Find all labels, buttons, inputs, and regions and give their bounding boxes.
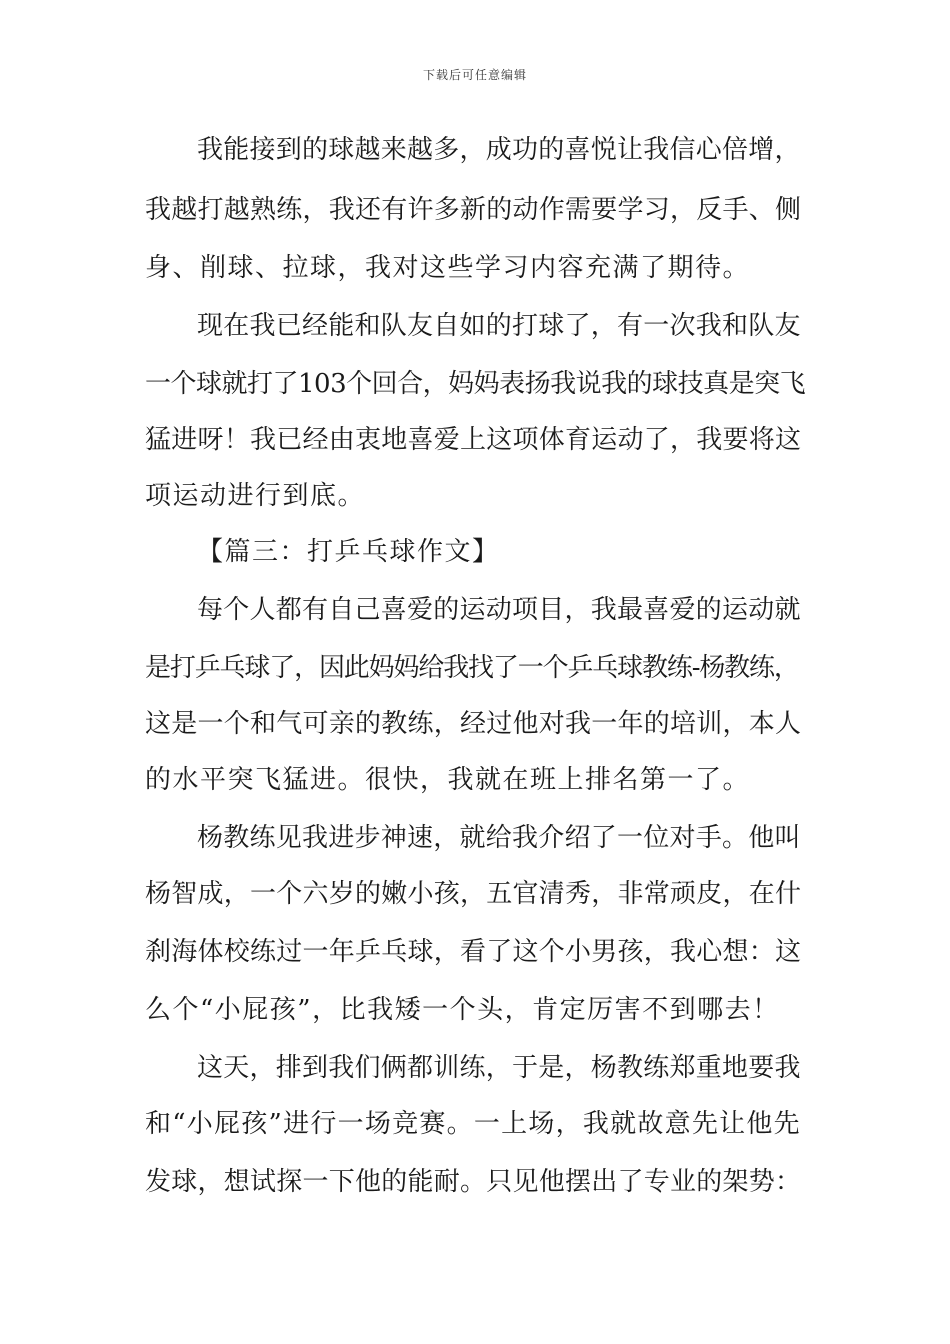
text-line: 杨智成，一个六岁的嫩小孩，五官清秀，非常顽皮，在什 [145, 879, 802, 909]
text-line: 项运动进行到底。 [145, 481, 366, 511]
text-line: 的水平突飞猛进。很快，我就在班上排名第一了。 [145, 765, 751, 795]
text-line: 刹海体校练过一年乒乓球，看了这个小男孩，我心想：这 [145, 937, 802, 967]
text-line: 发球，想试探一下他的能耐。只见他摆出了专业的架势： [145, 1167, 802, 1197]
text-line: 这是一个和气可亲的教练，经过他对我一年的培训，本人 [145, 709, 802, 739]
header-note: 下载后可任意编辑 [422, 68, 527, 82]
text-line: 么个“小屁孩”，比我矮一个头，肯定厉害不到哪去！ [145, 995, 780, 1025]
text-line: 一个球就打了103个回合，妈妈表扬我说我的球技真是突飞 [145, 369, 806, 399]
text-line: 猛进呀！我已经由衷地喜爱上这项体育运动了，我要将这 [145, 425, 802, 455]
text-line: 现在我已经能和队友自如的打球了，有一次我和队友 [197, 311, 801, 341]
text-line: 和“小屁孩”进行一场竞赛。一上场，我就故意先让他先 [145, 1109, 801, 1139]
text-line: 是打乒乓球了，因此妈妈给我找了一个乒乓球教练-杨教练， [145, 653, 799, 683]
section-heading: 【篇三：打乒乓球作文】 [197, 537, 500, 567]
text-line: 每个人都有自己喜爱的运动项目，我最喜爱的运动就 [197, 595, 801, 625]
text-line: 身、削球、拉球，我对这些学习内容充满了期待。 [145, 253, 751, 283]
text-line: 我越打越熟练，我还有许多新的动作需要学习，反手、侧 [145, 195, 802, 225]
text-line: 这天，排到我们俩都训练，于是，杨教练郑重地要我 [197, 1053, 801, 1083]
text-line: 杨教练见我进步神速，就给我介绍了一位对手。他叫 [197, 823, 801, 853]
text-line: 我能接到的球越来越多，成功的喜悦让我信心倍增， [197, 135, 801, 165]
